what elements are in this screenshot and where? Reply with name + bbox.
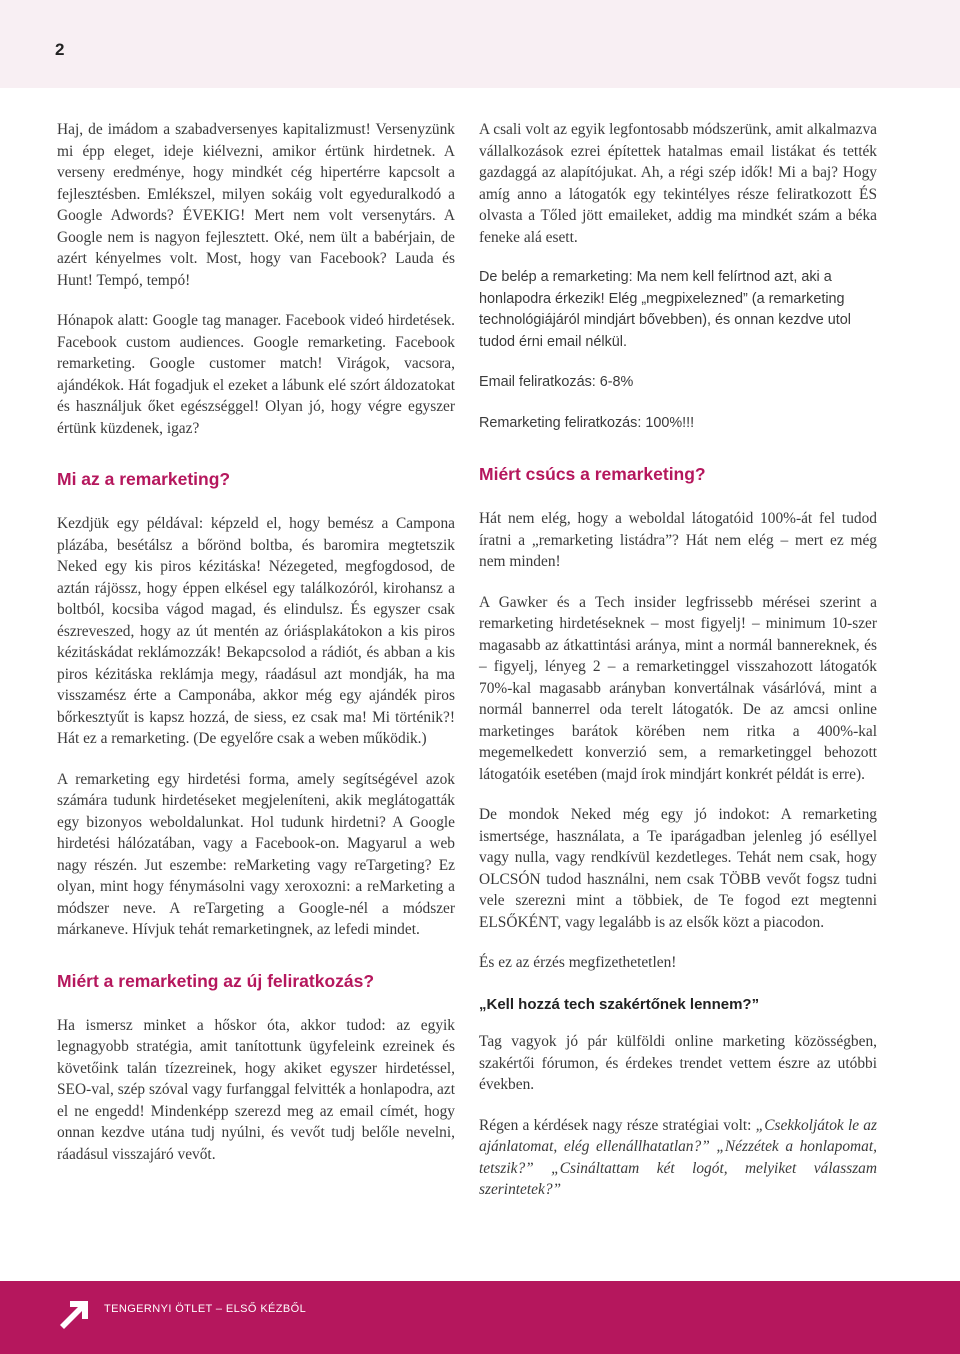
right-column: [479, 119, 877, 1220]
paragraph: [479, 1115, 877, 1201]
paragraph: De belép a remarketing: Ma nem kell felírtnod azt, aki a honlapodra érkezik! Elég „megpixelezned” (a remarketing technológiájáról mindjárt bővebben), és onnan kezdve utol tudod érni email nélkül.: [479, 269, 851, 350]
paragraph: A Gawker és a Tech insider legfrissebb mérései szerint a remarketing hirdetéseknek – most figyelj! – minimum 10-szer magasabb az átkattintási aránya, mint a normál bannereknek, és – figyelj, lényeg 2 – a remarketinggel visszahozott látogatók 70%-kal magasabb arányban konvertálnak vásárlóvá, mint a normál bannerrel oda terelt látogatók. De az amcsi online marketinges barátok körében nem ritka a 400%-kal megemelkedett konverzió sem, a remarketinggel behozott látogatóik esetében (majd írok mindjárt konkrét példát is erre).: [479, 593, 877, 783]
footer-text: TENGERNYI ÖTLET – ELSŐ KÉZBŐL: [104, 1303, 307, 1315]
paragraph: A csali volt az egyik legfontosabb módszerünk, amit alkalmazva vállalkozások ezrei építettek hatalmas email listákat és tették gazdaggá az alapítójukat. Ah, a régi szép idők! Mi a baj? Hogy amíg anno a látogatók egy tekintélyes része feliratkozott ÉS olvasta a Tőled jött emaileket, addig ma mindkét szám a béka feneke alá esett.: [479, 121, 877, 246]
section-heading: Miért a remarketing az új feliratkozás?: [57, 970, 375, 991]
footer-band: [0, 1281, 960, 1354]
paragraph: Kezdjük egy példával: képzeld el, hogy bemész a Campona plázába, besétálsz a bőrönd boltba, és baromira megtetszik Neked egy kis piros kézitáska! Nézegeted, megfogdosod, de aztán rájössz, hogy éppen elkésel egy találkozóról, kirohansz a boltból, kocsiba vágod magad, és elindulsz. És egyszer csak észreveszed, hogy az út mentén az óriásplakátokon a kis piros kézitáskádat reklámozzák! Bekapcsolod a rádiót, és abban a kis piros kézitáska reklámja megy, ráadásul azt mondják, ha ma visszamész érte a Camponába, akkor még egy ajándék piros bőrkesztyűt is kapsz hozzá, de siess, ez csak ma! Mi történik?! Hát ez a remarketing. (De egyelőre csak a weben működik.): [57, 515, 455, 747]
paragraph: Hónapok alatt: Google tag manager. Facebook videó hirdetések. Facebook custom audiences. Google remarketing. Facebook remarketing. Google customer match! Virágok, vacsora, ajándékok. Hát fogadjuk el ezeket a lábunk elé szórt áldozatokat és használjuk őket egészséggel! Olyan jó, hogy végre egyszer értünk küzdenek, igaz?: [57, 312, 455, 437]
subheading: „Kell hozzá tech szakértőnek lennem?”: [479, 995, 760, 1013]
header-band: [0, 0, 960, 88]
stat-email: Email feliratkozás: 6-8%: [479, 374, 634, 390]
paragraph: A remarketing egy hirdetési forma, amely segítségével azok számára tudunk hirdetéseket megjeleníteni, akik meglátogatták egy bizonyos weboldalunkat. Hol tudunk hirdetni? A Google hirdetési hálózatában, vagy a Facebook-on. Magyarul a web nagy részén. Jut eszembe: reMarketing vagy reTargeting? Ez olyan, mint hogy fénymásolni vagy xeroxozni: a reMarketing a módszer neve. A reTargeting a Google-nél a módszer márkaneve. Hívjuk tehát remarketingnek, az lefedi mindet.: [57, 770, 455, 938]
paragraph: És ez az érzés megfizethetetlen!: [479, 954, 677, 971]
paragraph: Tag vagyok jó pár külföldi online marketing közösségben, szakértői fórumon, és érdekes trendet vettem észre az utóbbi években.: [479, 1033, 877, 1093]
paragraph: Haj, de imádom a szabadversenyes kapitalizmust! Versenyzünk mi épp eleget, ideje kiélvezni, amikor értünk hirdetnek. A verseny eredménye, hogy mindkét cég hipertérre kapcsolt a fejlesztésben. Emlékszel, milyen sokáig volt egyeduralkodó a Google Adwords? ÉVEKIG! Mert nem volt versenytárs. A Google nem is nagyon fejlesztett. Oké, nem ült a babérjain, de azért kényelmes volt. Most, hogy van Facebook? Lauda és Hunt! Tempó, tempó!: [57, 121, 455, 289]
arrow-up-right-icon: [54, 1295, 94, 1335]
paragraph: De mondok Neked még egy jó indokot: A remarketing ismertsége, használata, a Te iparágadban jelenleg jó eséllyel vagy nulla, vagy rendkívül kezdetleges. Tehát nem csak, hogy OLCSÓN tudod használni, nem csak TÖBB vevőt fogsz tudni vele szerezni mint a többiek, de Te fogod ezt megtenni ELSŐKÉNT, vagy legalább is az elsők közt a piacodon.: [479, 806, 877, 931]
paragraph: Ha ismersz minket a hőskor óta, akkor tudod: az egyik legnagyobb stratégia, amit tanítottunk ügyfeleink ezreinek és követőink talán tízezreinek, hogy akiket egyszer hirdetéssel, SEO-val, szép szóval vagy furfanggal felvitték a honlapodra, azt el ne engedd! Mindenképp szerezd meg az email címét, hogy onnan kezdve utána tudj nyúlni, és vevőt tudj belőle nevelni, ráadásul visszajáró vevőt.: [57, 1016, 455, 1163]
paragraph: Hát nem elég, hogy a weboldal látogatóid 100%-át fel tudod íratni a „remarketing listádra”? Hát nem elég – mert ez még nem minden!: [479, 510, 877, 570]
left-column: [57, 119, 455, 1184]
page-number: 2: [55, 40, 65, 59]
quoted-questions: „Csekkoljátok le az ajánlatomat, elég ellenállhatatlan?” „Nézzétek a honlapomat, tetszik?” „Csináltattam két logót, melyiket válasszam szerintetek?”: [479, 1116, 877, 1198]
paragraph-lead: Régen a kérdések nagy része stratégiai volt:: [479, 1116, 756, 1134]
stat-remarketing: Remarketing feliratkozás: 100%!!!: [479, 414, 695, 431]
section-heading: Mi az a remarketing?: [57, 469, 231, 489]
section-heading: Miért csúcs a remarketing?: [479, 464, 706, 484]
